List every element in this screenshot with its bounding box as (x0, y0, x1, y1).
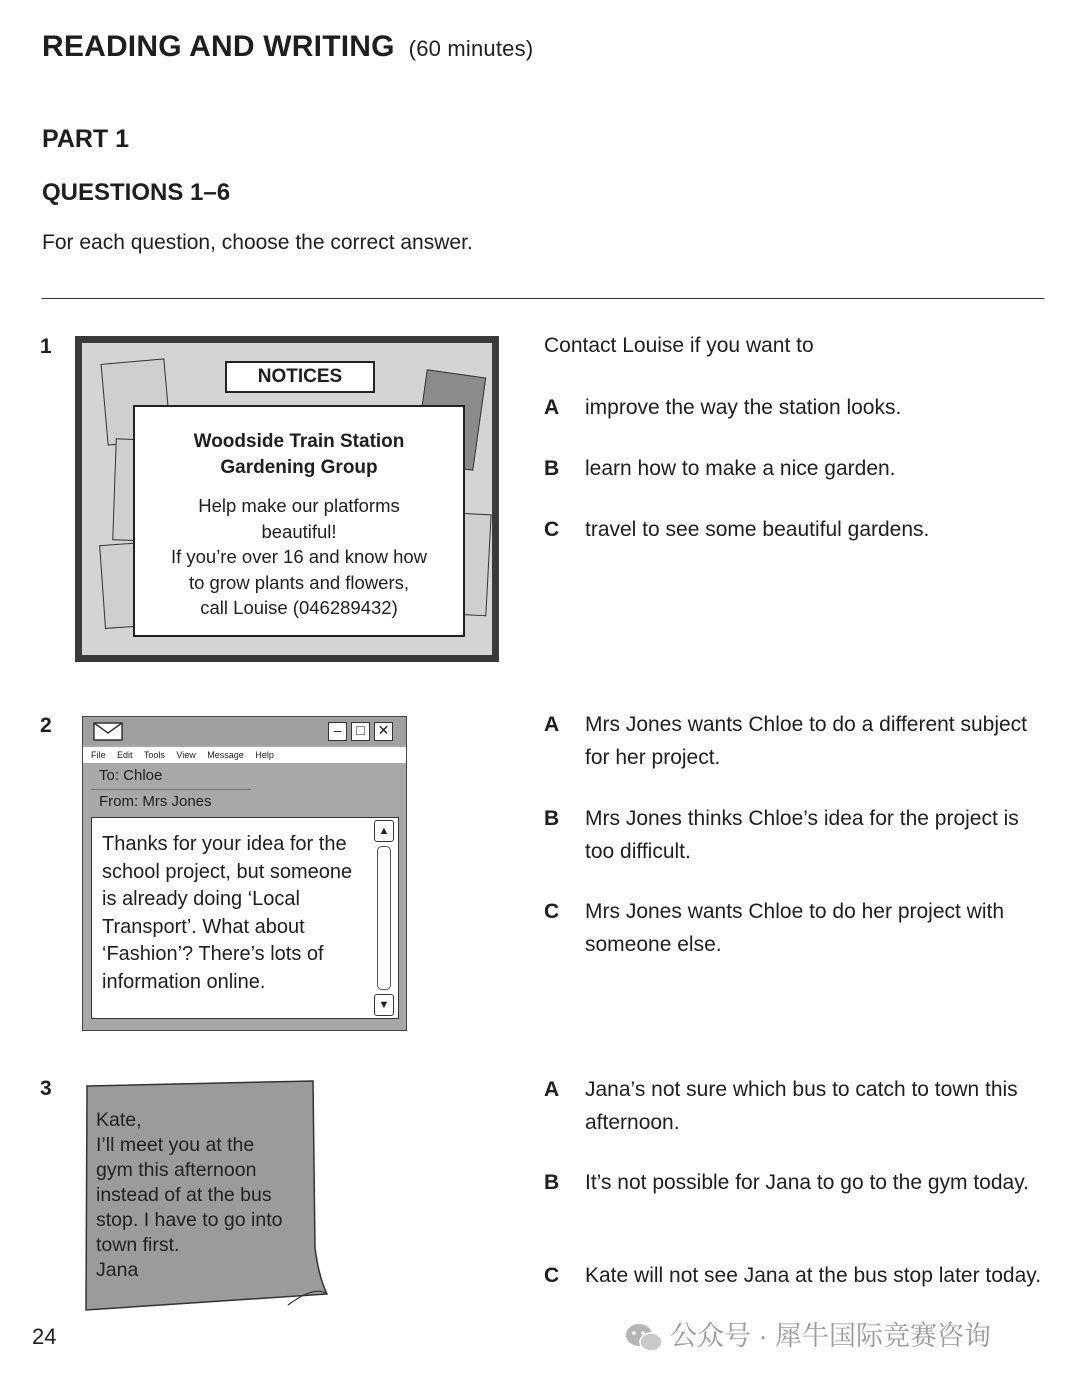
note-line: stop. I have to go into (96, 1209, 283, 1231)
option-letter: A (544, 1078, 560, 1101)
notice-body-line: Help make our platforms (198, 495, 400, 516)
question-2-option-b[interactable] (544, 802, 1044, 868)
option-text: Jana’s not sure which bus to catch to town this afternoon. (585, 1078, 1018, 1134)
email-window (82, 716, 407, 1031)
watermark (624, 1314, 991, 1354)
section-title-text: READING AND WRITING (42, 30, 395, 63)
minimize-icon[interactable]: – (328, 722, 347, 741)
question-2-option-a[interactable] (544, 708, 1044, 774)
note-line: town first. (96, 1234, 180, 1256)
option-letter: B (544, 457, 560, 480)
question-3-option-b[interactable] (544, 1166, 1044, 1199)
notice-board-surface (82, 343, 492, 655)
option-letter: B (544, 807, 560, 830)
email-menubar (83, 747, 406, 763)
envelope-icon (93, 722, 123, 741)
notice-heading (135, 429, 463, 481)
question-1-option-b[interactable] (544, 452, 1044, 485)
scrollbar[interactable] (374, 820, 394, 1016)
notice-body-line: call Louise (046289432) (200, 597, 398, 618)
divider-line (42, 298, 1044, 299)
email-message-pane (91, 817, 399, 1019)
notice-body-line: to grow plants and flowers, (188, 571, 410, 593)
instruction-text: For each question, choose the correct answer. (42, 231, 473, 254)
option-text: Mrs Jones thinks Chloe’s idea for the project is too difficult. (585, 807, 1019, 863)
email-from: From: Mrs Jones (99, 793, 212, 810)
question-1-option-c[interactable] (544, 513, 1044, 546)
option-letter: C (544, 518, 560, 541)
menu-view[interactable]: View (176, 750, 196, 760)
question-1-stem: Contact Louise if you want to (544, 334, 814, 357)
option-letter: B (544, 1171, 560, 1194)
menu-edit[interactable]: Edit (117, 750, 133, 760)
question-3-number: 3 (40, 1077, 52, 1100)
note-line: gym this afternoon (96, 1159, 257, 1181)
menu-file[interactable]: File (91, 750, 106, 760)
email-to: To: Chloe (99, 767, 163, 784)
question-3-option-a[interactable] (544, 1073, 1044, 1139)
notice-body-line: beautiful! (261, 520, 337, 542)
notice-body-line: If you’re over 16 and know how (170, 546, 428, 567)
email-body: Thanks for your idea for the school project, but someone is already doing ‘Local Transport’. What about ‘Fashion’? There’s lots of information online. (102, 833, 353, 993)
note-line: Jana (96, 1259, 139, 1281)
note-line: I’ll meet you at the (96, 1134, 255, 1156)
option-text: Mrs Jones wants Chloe to do a different subject for her project. (585, 713, 1028, 769)
page-number: 24 (32, 1324, 57, 1349)
note-line: Kate, (96, 1109, 142, 1131)
notice-body (135, 493, 463, 621)
option-text: improve the way the station looks. (585, 396, 902, 419)
scroll-track[interactable] (377, 846, 391, 990)
option-letter: A (544, 713, 560, 736)
menu-help[interactable]: Help (255, 750, 274, 760)
option-text: Mrs Jones wants Chloe to do her project with someone else. (585, 900, 1005, 956)
question-2-option-c[interactable] (544, 895, 1044, 961)
section-duration: (60 minutes) (408, 36, 534, 61)
scroll-down-icon[interactable]: ▼ (374, 994, 394, 1016)
email-titlebar (83, 717, 406, 745)
notices-label: NOTICES (225, 361, 375, 393)
option-letter: C (544, 900, 560, 923)
option-text: Kate will not see Jana at the bus stop later today. (585, 1264, 1042, 1287)
option-text: It’s not possible for Jana to go to the gym today. (585, 1171, 1029, 1194)
option-letter: A (544, 396, 560, 419)
notice-card (133, 405, 465, 637)
part-heading: PART 1 (42, 125, 130, 153)
section-title (42, 30, 533, 64)
close-icon[interactable]: ✕ (374, 722, 393, 741)
chat-bubbles-icon (624, 1322, 664, 1354)
watermark-text: 公众号 · 犀牛国际竞赛咨询 (670, 1321, 991, 1351)
question-2-number: 2 (40, 714, 52, 737)
sticky-note (83, 1080, 329, 1312)
notice-heading-line: Gardening Group (220, 457, 378, 478)
email-header-divider (91, 789, 251, 790)
menu-tools[interactable]: Tools (143, 750, 165, 760)
option-letter: C (544, 1264, 560, 1287)
question-3-option-c[interactable] (544, 1259, 1044, 1292)
menu-message[interactable]: Message (207, 750, 244, 760)
option-text: travel to see some beautiful gardens. (585, 518, 930, 541)
notice-board (75, 336, 499, 662)
note-line: instead of at the bus (96, 1184, 272, 1206)
maximize-icon[interactable]: □ (351, 722, 370, 741)
notice-heading-line: Woodside Train Station (193, 431, 405, 452)
option-text: learn how to make a nice garden. (585, 457, 896, 480)
questions-heading: QUESTIONS 1–6 (42, 179, 231, 206)
sticky-note-text (96, 1108, 326, 1283)
question-1-option-a[interactable] (544, 391, 1044, 424)
question-1-number: 1 (40, 335, 52, 358)
scroll-up-icon[interactable]: ▲ (374, 820, 394, 842)
